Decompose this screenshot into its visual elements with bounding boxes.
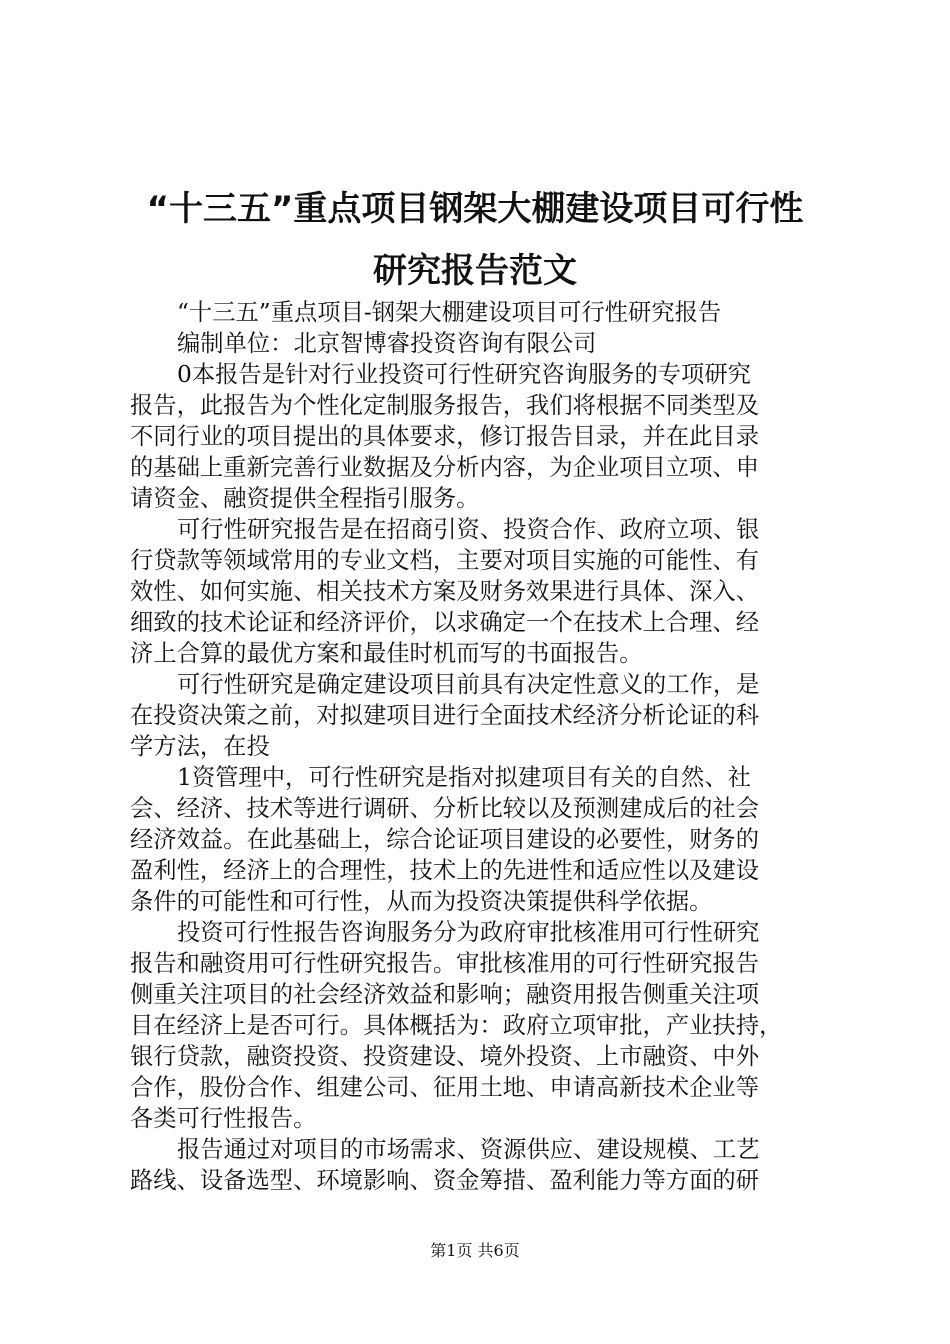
body-text-line: 投资可行性报告咨询服务分为政府审批核准用可行性研究 <box>177 919 760 946</box>
body-text-line: 银行贷款，融资投资、投资建设、境外投资、上市融资、中外 <box>130 1043 760 1070</box>
body-text-line: 路线、设备选型、环境影响、资金筹措、盈利能力等方面的研 <box>130 1167 760 1194</box>
body-text-line: 1资管理中，可行性研究是指对拟建项目有关的自然、社 <box>177 764 751 791</box>
body-text-line: 细致的技术论证和经济评价，以求确定一个在技术上合理、经 <box>130 609 760 636</box>
body-text-line: 可行性研究是确定建设项目前具有决定性意义的工作，是 <box>177 671 760 698</box>
body-text-line: 报告和融资用可行性研究报告。审批核准用的可行性研究报告 <box>130 950 760 977</box>
body-text-line: “十三五”重点项目-钢架大棚建设项目可行性研究报告 <box>177 299 722 326</box>
body-text-line: 可行性研究报告是在招商引资、投资合作、政府立项、银 <box>177 516 760 543</box>
body-text-line: 目在经济上是否可行。具体概括为：政府立项审批，产业扶持， <box>130 1012 783 1039</box>
body-text-line: 0本报告是针对行业投资可行性研究咨询服务的专项研究 <box>177 361 751 388</box>
body-text-line: 在投资决策之前，对拟建项目进行全面技术经济分析论证的科 <box>130 702 760 729</box>
body-text-line: 经济效益。在此基础上，综合论证项目建设的必要性，财务的 <box>130 826 760 853</box>
body-text-line: 合作，股份合作、组建公司、征用土地、申请高新技术企业等 <box>130 1074 760 1101</box>
body-text-line: 的基础上重新完善行业数据及分析内容，为企业项目立项、申 <box>130 454 760 481</box>
document-body <box>130 297 830 1196</box>
body-text-line: 盈利性，经济上的合理性，技术上的先进性和适应性以及建设 <box>130 857 760 884</box>
body-text-line: 济上合算的最优方案和最佳时机而写的书面报告。 <box>130 640 643 667</box>
body-text-line: 报告，此报告为个性化定制服务报告，我们将根据不同类型及 <box>130 392 760 419</box>
document-title-line-1: “十三五”重点项目钢架大棚建设项目可行性 <box>146 189 804 229</box>
body-text-line: 学方法，在投 <box>130 733 270 760</box>
body-text-line: 会、经济、技术等进行调研、分析比较以及预测建成后的社会 <box>130 795 760 822</box>
body-text-line: 报告通过对项目的市场需求、资源供应、建设规模、工艺 <box>177 1136 760 1163</box>
body-text-line: 编制单位：北京智博睿投资咨询有限公司 <box>177 330 597 357</box>
body-text-line: 侧重关注项目的社会经济效益和影响；融资用报告侧重关注项 <box>130 981 760 1008</box>
body-text-line: 各类可行性报告。 <box>130 1105 317 1132</box>
body-text-line: 效性、如何实施、相关技术方案及财务效果进行具体、深入、 <box>130 578 760 605</box>
body-text-line: 行贷款等领域常用的专业文档，主要对项目实施的可能性、有 <box>130 547 760 574</box>
body-text-line: 不同行业的项目提出的具体要求，修订报告目录，并在此目录 <box>130 423 760 450</box>
body-text-line: 条件的可能性和可行性，从而为投资决策提供科学依据。 <box>130 888 713 915</box>
page-footer: 第1页 共6页 <box>430 1241 520 1260</box>
document-title-line-2: 研究报告范文 <box>373 251 577 291</box>
body-text-line: 请资金、融资提供全程指引服务。 <box>130 485 480 512</box>
